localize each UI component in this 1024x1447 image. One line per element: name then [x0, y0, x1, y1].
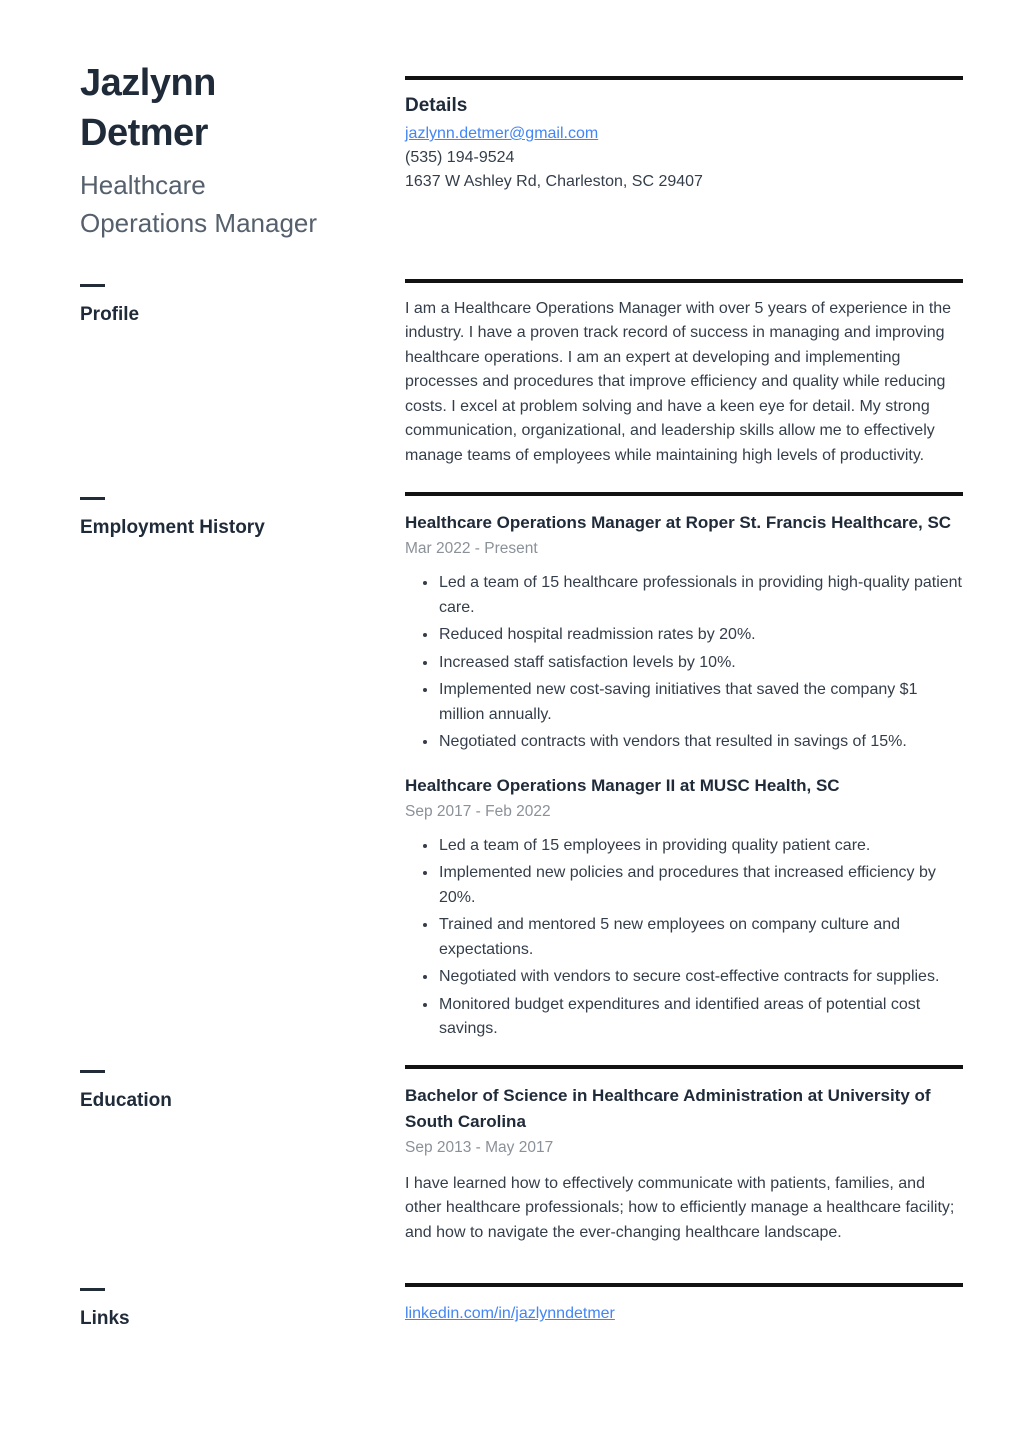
job-bullet: • Implemented new policies and procedures that increased efficiency by 20%. — [438, 861, 963, 910]
education-label-block — [80, 1065, 325, 1246]
section-divider — [405, 76, 963, 80]
education-description: I have learned how to effectively communicate with patients, families, and other healthcare professionals; how to efficiently manage a healthcare facility; and how to navigate the ever-changing healthcare landscape. — [405, 1174, 955, 1241]
section-divider — [405, 492, 963, 496]
section-divider — [405, 279, 963, 283]
details-heading: Details — [405, 95, 468, 116]
links-section — [80, 1283, 963, 1332]
section-divider — [405, 1065, 963, 1069]
section-divider — [405, 1283, 963, 1287]
person-name: Jazlynn Detmer — [80, 62, 216, 155]
profile-label-block — [80, 279, 325, 469]
job-entry — [405, 773, 963, 1042]
job-bullet: • Reduced hospital readmission rates by 20%. — [438, 623, 963, 648]
employment-label: Employment History — [80, 517, 265, 539]
section-dash — [80, 1288, 105, 1291]
education-content — [405, 1065, 963, 1246]
section-dash — [80, 497, 105, 500]
job-dates: Mar 2022 - Present — [405, 540, 538, 558]
section-dash — [80, 1070, 105, 1073]
job-bullet-list — [405, 834, 963, 1042]
phone-number: (535) 194-9524 — [405, 149, 515, 166]
job-bullet: • Negotiated with vendors to secure cost-effective contracts for supplies. — [438, 965, 963, 990]
education-dates: Sep 2013 - May 2017 — [405, 1138, 554, 1156]
links-label-block — [80, 1283, 325, 1332]
profile-section — [80, 279, 963, 469]
address: 1637 W Ashley Rd, Charleston, SC 29407 — [405, 173, 703, 190]
job-title: Healthcare Operations Manager II at MUSC Health, SC — [405, 775, 840, 795]
job-bullet-list — [405, 571, 963, 755]
job-dates: Sep 2017 - Feb 2022 — [405, 802, 551, 820]
profile-text: I am a Healthcare Operations Manager with over 5 years of experience in the industry. I have a proven track record of success in managing and improving healthcare operations. I am an expert at developing and implementing processes and procedures that improve efficiency and quality while reducing costs. I excel at problem solving and have a keen eye for detail. My strong communication, organizational, and leadership skills allow me to effectively manage teams of employees while maintaining high levels of productivity. — [405, 299, 952, 464]
links-content — [405, 1283, 963, 1332]
employment-content — [405, 492, 963, 1045]
job-bullet: • Trained and mentored 5 new employees on company culture and expectations. — [438, 913, 963, 962]
education-section — [80, 1065, 963, 1246]
details-block — [405, 58, 963, 243]
job-bullet: • Led a team of 15 healthcare professionals in providing high-quality patient care. — [438, 571, 963, 620]
job-bullet: • Led a team of 15 employees in providing quality patient care. — [438, 834, 963, 859]
header-section — [80, 58, 963, 243]
links-label: Links — [80, 1308, 130, 1330]
education-label: Education — [80, 1089, 172, 1111]
contact-info — [405, 122, 963, 194]
person-job-title: Healthcare Operations Manager — [80, 170, 318, 238]
identity-block — [80, 58, 325, 243]
email-link[interactable]: jazlynn.detmer@gmail.com — [405, 125, 599, 142]
linkedin-link[interactable]: linkedin.com/in/jazlynndetmer — [405, 1305, 615, 1323]
employment-section — [80, 492, 963, 1045]
profile-label: Profile — [80, 303, 140, 325]
job-bullet: • Increased staff satisfaction levels by 10%. — [438, 651, 963, 676]
degree-title: Bachelor of Science in Healthcare Administration at University of South Carolina — [405, 1085, 931, 1131]
job-bullet: • Negotiated contracts with vendors that resulted in savings of 15%. — [438, 730, 963, 755]
profile-content — [405, 279, 963, 469]
job-bullet: • Monitored budget expenditures and identified areas of potential cost savings. — [438, 993, 963, 1042]
job-bullet: • Implemented new cost-saving initiatives that saved the company $1 million annually. — [438, 678, 963, 727]
job-title: Healthcare Operations Manager at Roper St. Francis Healthcare, SC — [405, 513, 952, 533]
employment-label-block — [80, 492, 325, 1045]
job-entry — [405, 510, 963, 755]
section-dash — [80, 284, 105, 287]
